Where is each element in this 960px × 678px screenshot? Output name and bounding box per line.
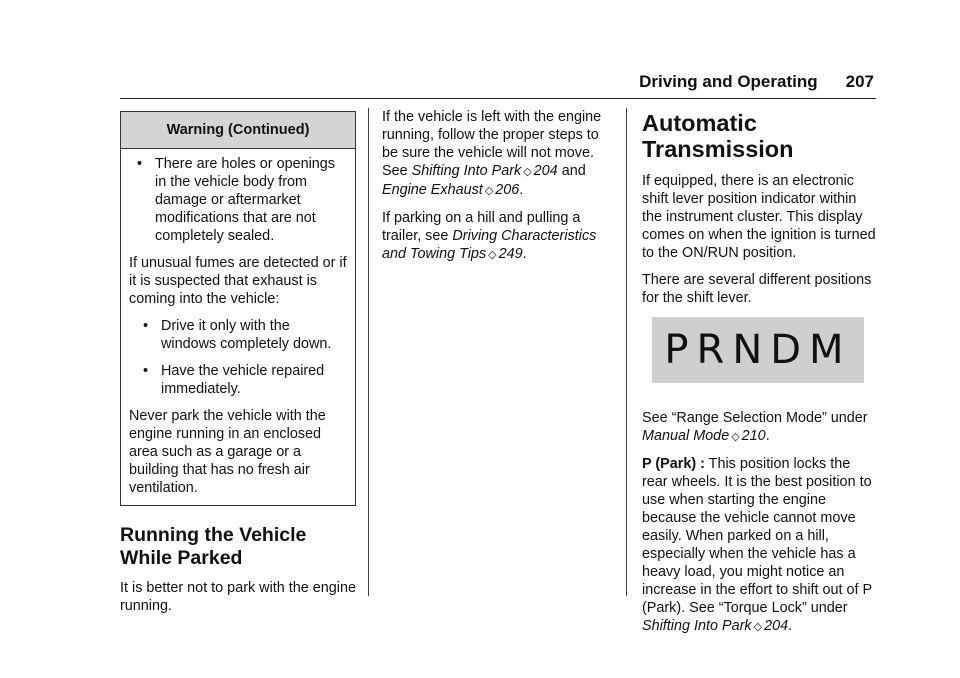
bullet-text: There are holes or openings in the vehicle body from damage or aftermarket modifications that are not completely sealed. — [155, 156, 335, 244]
paragraph-text: This position locks the rear wheels. It is the best position to use when starting the engine because the vehicle cannot move easily. When parked on a hill, especially when the vehicle has a heavy load, you might notice an increase in the effort to shift out of P (Park). See “Torque Lock” under — [642, 456, 872, 616]
warning-bullet — [135, 362, 347, 398]
term-label: P (Park) : — [642, 456, 705, 472]
body-paragraph: See “Range Selection Mode” under Manual Mode ◇ 210. — [642, 410, 868, 444]
bullet-icon: • — [143, 363, 149, 379]
body-paragraph: If parking on a hill and pulling a trailer, see Driving Characteristics and Towing Tips ◇ 249. — [382, 210, 597, 262]
body-paragraph: It is better not to park with the engine running. — [120, 580, 356, 614]
reference-page: 204 — [764, 618, 789, 634]
cross-reference-link[interactable]: Shifting Into Park — [411, 163, 522, 179]
section-title: Driving and Operating — [639, 72, 818, 91]
warning-box — [120, 111, 356, 506]
column-left — [120, 111, 356, 624]
warning-paragraph: If unusual fumes are detected or if it is suspected that exhaust is coming into the vehicle: — [129, 255, 347, 307]
paragraph-text: If parking on a hill and pulling a trailer, see — [382, 210, 581, 244]
column-right — [642, 110, 878, 645]
column-divider — [368, 108, 369, 596]
column-divider — [626, 108, 627, 596]
bullet-text: Have the vehicle repaired immediately. — [161, 363, 325, 397]
section-heading: Automatic Transmission — [642, 110, 794, 162]
warning-bullet — [129, 155, 347, 245]
bullet-text: Drive it only with the windows completely down. — [161, 318, 332, 352]
warning-paragraph: Never park the vehicle with the engine running in an enclosed area such as a garage or a building that has no fresh air ventilation. — [129, 408, 326, 496]
warning-bullet — [135, 317, 347, 353]
reference-arrow-icon: ◇ — [484, 185, 494, 197]
reference-arrow-icon: ◇ — [753, 621, 763, 633]
reference-arrow-icon: ◇ — [523, 166, 532, 178]
column-middle — [382, 108, 612, 273]
section-heading: Running the Vehicle While Parked — [120, 524, 307, 569]
reference-page: 204 — [533, 163, 558, 179]
reference-arrow-icon: ◇ — [488, 249, 497, 261]
cross-reference-link[interactable]: Shifting Into Park — [642, 618, 752, 634]
cross-reference-link[interactable]: Engine Exhaust — [382, 182, 483, 198]
reference-arrow-icon: ◇ — [731, 431, 740, 443]
page-number: 207 — [845, 72, 874, 91]
body-paragraph: There are several different positions for the shift lever. — [642, 272, 872, 306]
warning-title: Warning (Continued) — [121, 112, 355, 149]
paragraph-text: If the vehicle is left with the engine running, follow the proper steps to be sure the vehicle will not move. See — [382, 109, 602, 179]
paragraph-text: and — [561, 163, 586, 179]
body-paragraph: P (Park) : This position locks the rear wheels. It is the best position to use when starting the engine because the vehicle cannot move easily. When parked on a hill, especially when the vehicle has a heavy load, you might notice an increase in the effort to shift out of P (Park). See “Torque Lock” under Shifting Into Park ◇ 204. — [642, 456, 872, 634]
body-paragraph: If equipped, there is an electronic shift lever position indicator within the instrument cluster. This display comes on when the ignition is turned to the ON/RUN position. — [642, 173, 876, 261]
bullet-icon: • — [137, 156, 143, 172]
reference-page: 249 — [498, 246, 523, 262]
reference-page: 206 — [495, 182, 520, 198]
page-header — [639, 72, 874, 92]
reference-page: 210 — [741, 428, 766, 444]
cross-reference-link[interactable]: Driving Characteristics and Towing Tips — [382, 228, 597, 262]
shift-indicator-display: PRNDM — [652, 317, 864, 383]
bullet-icon: • — [143, 318, 149, 334]
paragraph-text: See “Range Selection Mode” under — [642, 410, 868, 426]
cross-reference-link[interactable]: Manual Mode — [642, 428, 730, 444]
warning-body — [121, 149, 355, 505]
header-rule — [120, 98, 876, 99]
body-paragraph: If the vehicle is left with the engine running, follow the proper steps to be sure the vehicle will not move. See Shifting Into Park ◇ 204 and Engine Exhaust ◇ 206. — [382, 109, 602, 198]
